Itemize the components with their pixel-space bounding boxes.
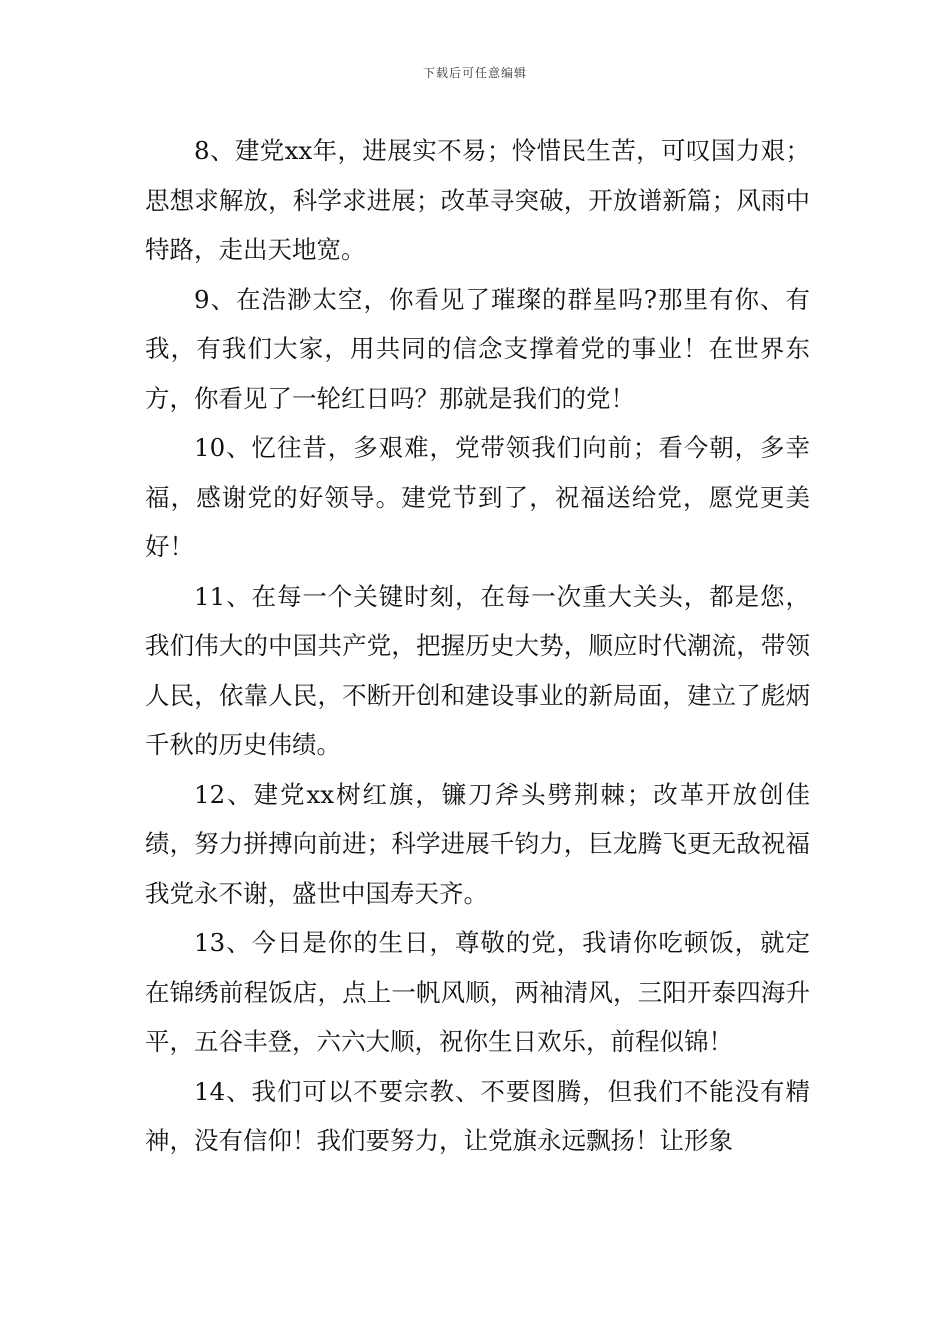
paragraph-13: 13、今日是你的生日，尊敬的党，我请你吃顿饭，就定在锦绣前程饭店，点上一帆风顺，两袖清风，三阳开泰四海升平，五谷丰登，六六大顺，祝你生日欢乐，前程似锦！ (145, 928, 810, 1056)
paragraph-12: 12、建党xx树红旗，镰刀斧头劈荆棘；改革开放创佳绩，努力拼搏向前进；科学进展千钧力，巨龙腾飞更无敌祝福我党永不谢，盛世中国寿天齐。 (145, 779, 810, 908)
paragraph-14: 14、我们可以不要宗教、不要图腾，但我们不能没有精神，没有信仰！我们要努力，让党旗永远飘扬！让形象 (145, 1076, 810, 1155)
paragraph-9: 9、在浩渺太空，你看见了璀璨的群星吗?那里有你、有我，有我们大家，用共同的信念支撑着党的事业！在世界东方，你看见了一轮红日吗？那就是我们的党！ (145, 284, 810, 413)
paragraph-10: 10、忆往昔，多艰难，党带领我们向前；看今朝，多幸福，感谢党的好领导。建党节到了，祝福送给党，愿党更美好！ (145, 433, 810, 561)
document-body (145, 126, 810, 1166)
page-header: 下载后可任意编辑 (422, 66, 527, 80)
paragraph-8: 8、建党xx年，进展实不易；怜惜民生苦，可叹国力艰；思想求解放，科学求进展；改革寻突破，开放谱新篇；风雨中特路，走出天地宽。 (145, 136, 810, 264)
paragraph-11: 11、在每一个关键时刻，在每一次重大关头，都是您，我们伟大的中国共产党，把握历史大势，顺应时代潮流，带领人民，依靠人民，不断开创和建设事业的新局面，建立了彪炳千秋的历史伟绩。 (145, 581, 810, 759)
